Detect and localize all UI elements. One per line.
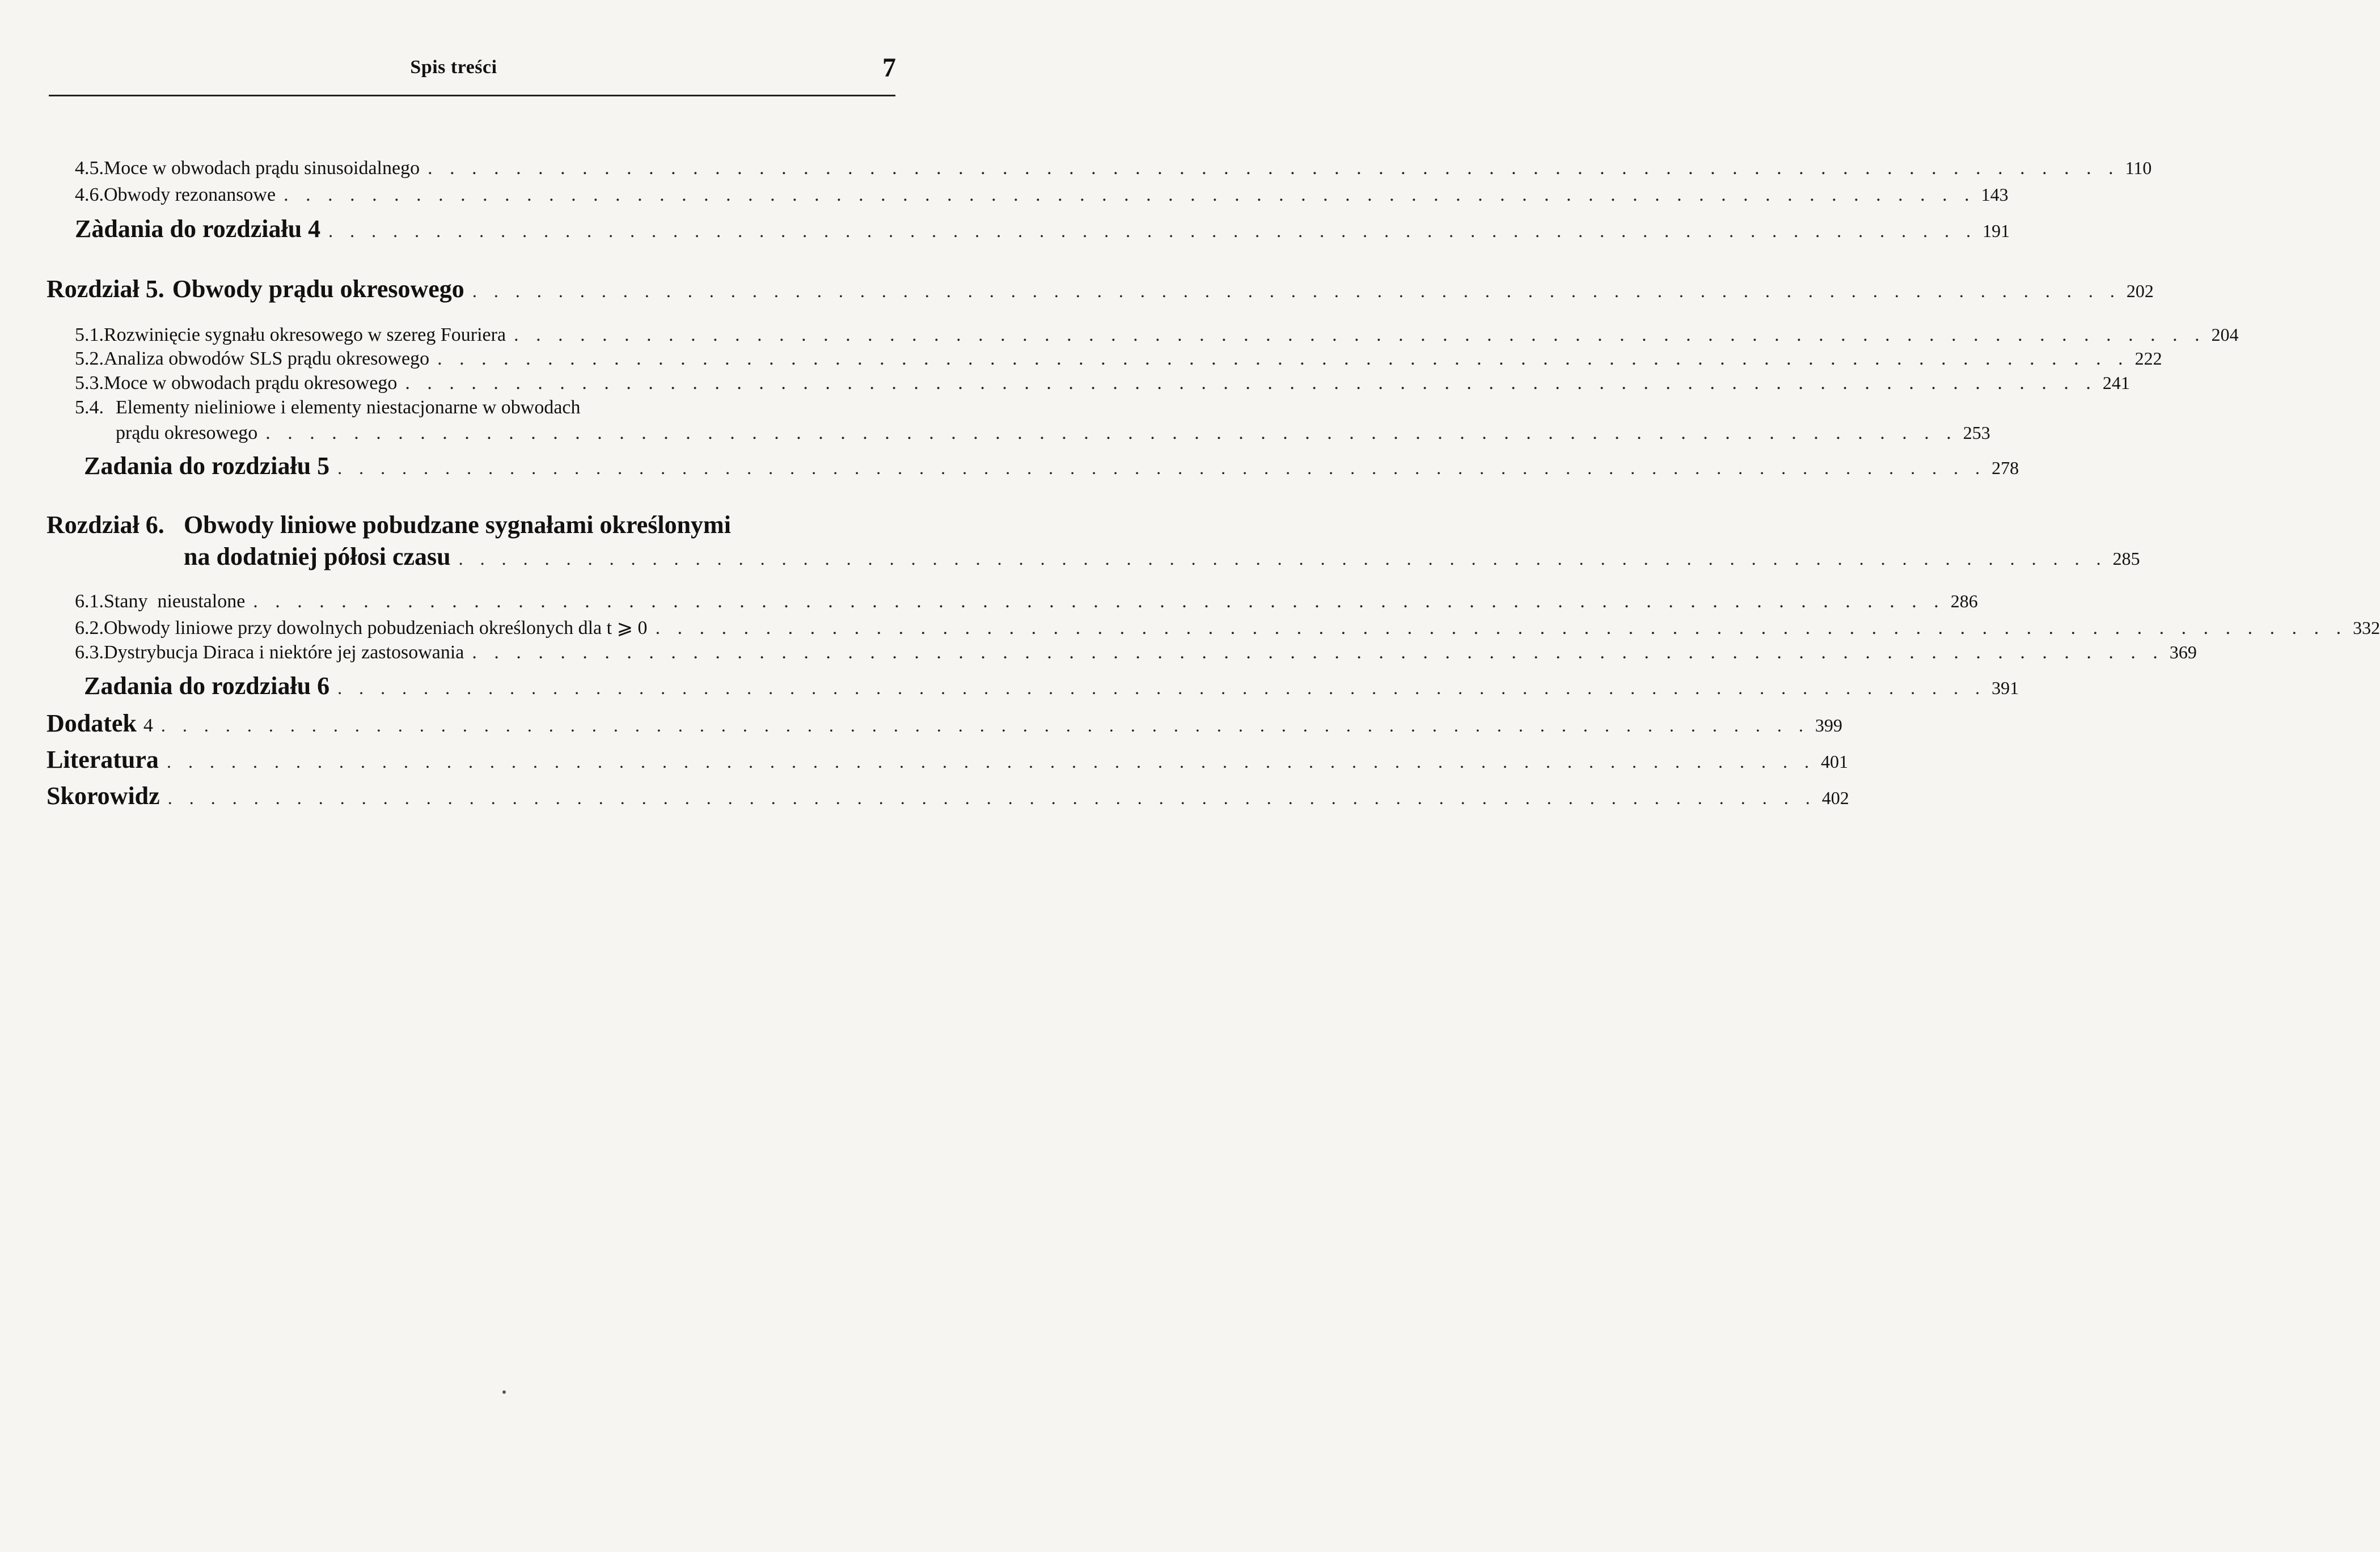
page-ref: 369 (2169, 642, 2197, 662)
page-ref: 222 (2134, 348, 2162, 369)
appendix-title: Dodatek (46, 709, 137, 737)
page-ref: 241 (2102, 373, 2130, 393)
chapter-title: Obwody prądu okresowego (172, 275, 464, 303)
section-number: 4.6. (75, 184, 104, 205)
page-ref: 402 (1821, 788, 1849, 808)
dot-leader: . . . . . . . . . . . . . . . . . . . . . . . . . . . . . . . . . . . . . . . . . . . . . . . . . . . . . . . . . . . . . . . . . . . . . . . . . . . . . (472, 642, 2164, 663)
page-ref: 286 (1950, 591, 1978, 611)
dot-leader: . . . . . . . . . . . . . . . . . . . . . . . . . . . . . . . . . . . . . . . . . . . . . . . . . . . . . . . . . . . . . . . . . . . . . . . . . . . . . (166, 751, 1815, 772)
chapter-label: Rozdział 5. (46, 275, 164, 303)
toc-entry-exercises (84, 451, 2019, 480)
page-ref: 391 (1992, 678, 2019, 698)
header-rule (49, 95, 895, 96)
page-ref: 399 (1815, 715, 1842, 735)
dot-leader: . . . . . . . . . . . . . . . . . . . . . . . . . . . . . . . . . . . . . . . . . . . . . . . . . . . . . . . . . . . . . . . . . . . . . . . . . . . . . (160, 715, 1810, 735)
dot-leader: . . . . . . . . . . . . . . . . . . . . . . . . . . . . . . . . . . . . . . . . . . . . . . . . . . . . . . . . . . . . . . . . . . . . . . . . . . . . . (458, 548, 2107, 569)
section-number: 6.1. (75, 591, 104, 612)
toc-entry (75, 324, 2239, 346)
toc-entry-continuation (116, 422, 1990, 444)
dot-leader: . . . . . . . . . . . . . . . . . . . . . . . . . . . . . . . . . . . . . . . . . . . . . . . . . . . . . . . . . . . . . . . . . . . . . . . . . . . . . (472, 281, 2121, 301)
toc-entry (75, 642, 2197, 663)
dot-leader: . . . . . . . . . . . . . . . . . . . . . . . . . . . . . . . . . . . . . . . . . . . . . . . . . . . . . . . . . . . . . . . . . . . . . . . . . . . . . (655, 618, 2348, 638)
dot-leader: . . . . . . . . . . . . . . . . . . . . . . . . . . . . . . . . . . . . . . . . . . . . . . . . . . . . . . . . . . . . . . . . . . . . . . . . . . . . . (437, 348, 2129, 369)
toc-entry (75, 616, 2380, 639)
section-title: Analiza obwodów SLS prądu okresowego (104, 348, 430, 369)
toc-entry-bibliography (46, 745, 1848, 774)
chapter-label: Rozdział 6. (46, 511, 164, 539)
section-title: Rozwinięcie sygnału okresowego w szereg Fouriera (104, 324, 506, 345)
toc-entry (75, 184, 2009, 206)
dot-leader: . . . . . . . . . . . . . . . . . . . . . . . . . . . . . . . . . . . . . . . . . . . . . . . . . . . . . . . . . . . . . . . . . . . . . . . . . . . . . (337, 678, 1986, 698)
toc-entry-index (46, 781, 1849, 810)
paper-speck (502, 1390, 506, 1394)
section-title: Stany nieustalone (104, 591, 246, 612)
section-number: 5.2. (75, 348, 104, 369)
page-ref: 401 (1820, 751, 1848, 772)
toc-entry (75, 348, 2162, 370)
page-ref: 202 (2126, 281, 2154, 301)
dot-leader: . . . . . . . . . . . . . . . . . . . . . . . . . . . . . . . . . . . . . . . . . . . . . . . . . . . . . . . . . . . . . . . . . . . . . . . . . . . . . (265, 422, 1958, 443)
bibliography-title: Literatura (46, 746, 159, 773)
page-ref: 332 (2353, 618, 2380, 638)
toc-entry-multiline (75, 397, 581, 418)
section-title: Dystrybucja Diraca i niektóre jej zastosowania (104, 642, 464, 663)
page-ref: 191 (1982, 221, 2010, 241)
toc-entry (75, 158, 2152, 179)
toc-entry-appendix (46, 709, 1842, 738)
dot-leader: . . . . . . . . . . . . . . . . . . . . . . . . . . . . . . . . . . . . . . . . . . . . . . . . . . . . . . . . . . . . . . . . . . . . . . . . . . . . . (167, 788, 1816, 808)
section-title: Moce w obwodach prądu okresowego (104, 373, 398, 394)
toc-entry (75, 373, 2130, 394)
section-number: 5.4. (75, 397, 104, 418)
exercises-title: Zadania do rozdziału 6 (84, 672, 330, 700)
page-ref: 278 (1992, 458, 2019, 478)
section-number: 5.3. (75, 373, 104, 394)
section-number: 5.1. (75, 324, 104, 345)
toc-entry-exercises (75, 214, 2010, 243)
dot-leader: . . . . . . . . . . . . . . . . . . . . . . . . . . . . . . . . . . . . . . . . . . . . . . . . . . . . . . . . . . . . . . . . . . . . . . . . . . . . . (284, 184, 1976, 205)
dot-leader: . . . . . . . . . . . . . . . . . . . . . . . . . . . . . . . . . . . . . . . . . . . . . . . . . . . . . . . . . . . . . . . . . . . . . . . . . . . . . (337, 458, 1986, 478)
toc-entry-chapter-continuation (184, 542, 2140, 571)
toc-entry (75, 591, 1978, 612)
section-number: 6.2. (75, 618, 104, 638)
section-title-line2: prądu okresowego (116, 422, 258, 443)
appendix-number: 4 (143, 715, 153, 736)
exercises-title: Zadania do rozdziału 5 (84, 452, 330, 480)
exercises-title: Zàdania do rozdziału 4 (75, 215, 321, 243)
section-title: Obwody liniowe przy dowolnych pobudzeniach określonych dla t ⩾ 0 (104, 618, 648, 638)
toc-entry-chapter (46, 274, 2154, 303)
running-header-title: Spis treści (410, 57, 497, 78)
section-title: Moce w obwodach prądu sinusoidalnego (104, 158, 420, 179)
chapter-title-line1: Obwody liniowe pobudzane sygnałami określonymi (184, 511, 731, 539)
dot-leader: . . . . . . . . . . . . . . . . . . . . . . . . . . . . . . . . . . . . . . . . . . . . . . . . . . . . . . . . . . . . . . . . . . . . . . . . . . . . . (405, 373, 2097, 394)
page-ref: 110 (2125, 158, 2152, 178)
page-ref: 253 (1963, 422, 1990, 443)
toc-entry-exercises (84, 671, 2019, 700)
index-title: Skorowidz (46, 782, 160, 810)
section-number: 6.3. (75, 642, 104, 663)
dot-leader: . . . . . . . . . . . . . . . . . . . . . . . . . . . . . . . . . . . . . . . . . . . . . . . . . . . . . . . . . . . . . . . . . . . . . . . . . . . . . (253, 591, 1945, 612)
page-ref: 143 (1981, 184, 2009, 205)
dot-leader: . . . . . . . . . . . . . . . . . . . . . . . . . . . . . . . . . . . . . . . . . . . . . . . . . . . . . . . . . . . . . . . . . . . . . . . . . . . . . (514, 324, 2206, 345)
dot-leader: . . . . . . . . . . . . . . . . . . . . . . . . . . . . . . . . . . . . . . . . . . . . . . . . . . . . . . . . . . . . . . . . . . . . . . . . . . . . . (328, 221, 1977, 241)
page-ref: 285 (2112, 548, 2140, 569)
section-title-line1: Elementy nieliniowe i elementy niestacjonarne w obwodach (116, 397, 581, 418)
chapter-title-line2: na dodatniej półosi czasu (184, 543, 451, 570)
page-ref: 204 (2211, 324, 2239, 345)
toc-entry-chapter (46, 510, 731, 539)
dot-leader: . . . . . . . . . . . . . . . . . . . . . . . . . . . . . . . . . . . . . . . . . . . . . . . . . . . . . . . . . . . . . . . . . . . . . . . . . . . . . (428, 158, 2120, 179)
section-number: 4.5. (75, 158, 104, 179)
page-number: 7 (882, 53, 896, 83)
section-title: Obwody rezonansowe (104, 184, 276, 205)
